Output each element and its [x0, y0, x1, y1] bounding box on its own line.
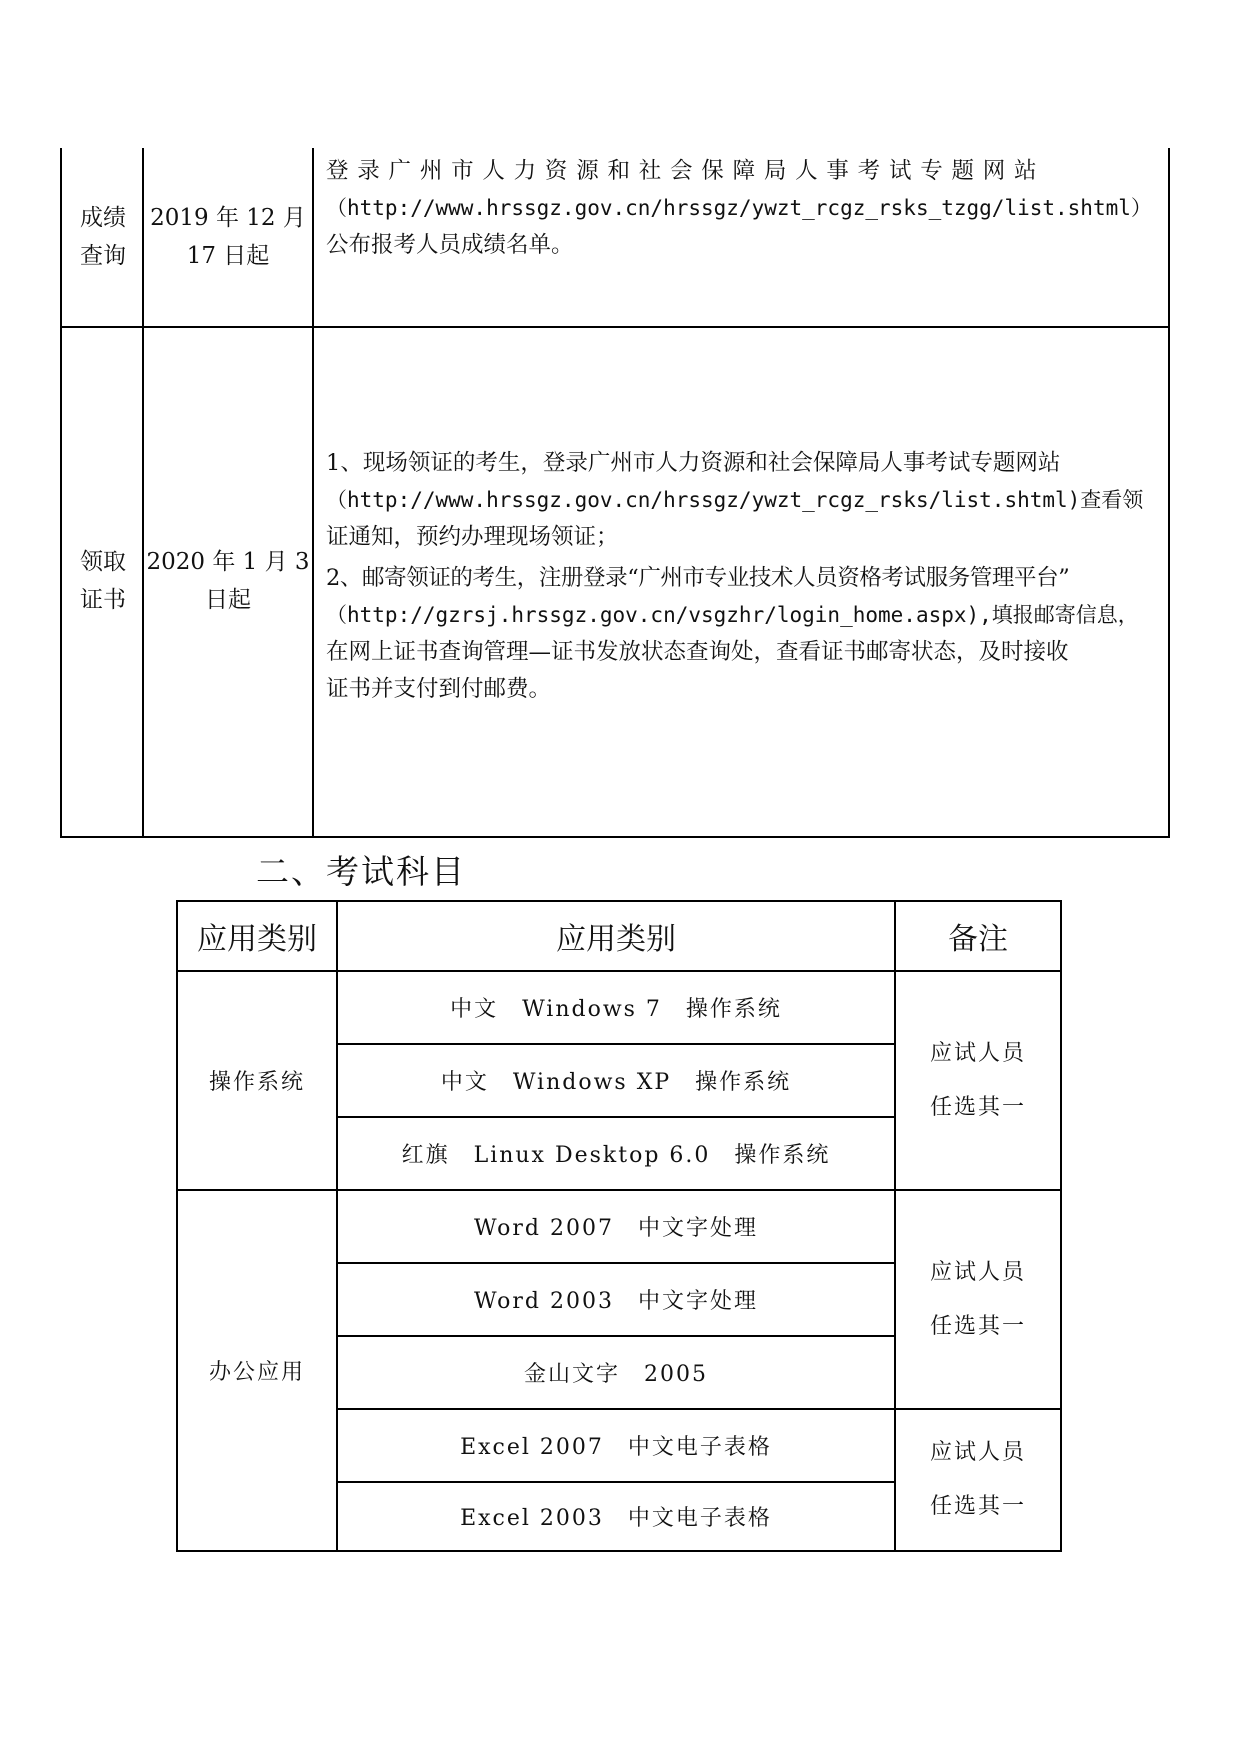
subject-item: 金山文字 2005: [524, 1362, 708, 1387]
note-line: 任选其一: [929, 1494, 1026, 1519]
time-cell: [144, 328, 312, 834]
content-cell: [326, 153, 1156, 264]
subject-item: Word 2003 中文字处理: [474, 1289, 758, 1314]
section-heading: 二、考试科目: [256, 852, 466, 891]
time-line: 日起: [205, 587, 251, 613]
note-line: 任选其一: [929, 1313, 1026, 1339]
content-url-link[interactable]: （http://www.hrssgz.gov.cn/hrssgz/ywzt_rcgz_rsks/list.shtml)查看领: [326, 488, 1144, 512]
subject-item: 中文 Windows XP 操作系统: [440, 1070, 792, 1095]
schedule-table: [60, 148, 1170, 838]
content-line: 证书并支付到付邮费。: [326, 676, 552, 702]
note-line: 应试人员: [929, 1259, 1026, 1285]
item-label-line: 证书: [80, 587, 126, 613]
content-url-link[interactable]: （http://www.hrssgz.gov.cn/hrssgz/ywzt_rcgz_rsks_tzgg/list.shtml）: [326, 196, 1152, 220]
item-cell-score-query: [64, 148, 142, 326]
note-cell: [896, 1410, 1060, 1550]
content-url-link[interactable]: （http://gzrsj.hrssgz.gov.cn/vsgzhr/login_home.aspx),填报邮寄信息，: [326, 603, 1139, 627]
category-office-application: 办公应用: [208, 1360, 305, 1385]
subject-item: 中文 Windows 7 操作系统: [450, 997, 782, 1022]
subject-item: Word 2007 中文字处理: [474, 1216, 758, 1241]
subject-item: 红旗 Linux Desktop 6.0 操作系统: [401, 1143, 831, 1168]
time-cell: [144, 148, 312, 326]
content-line: 公布报考人员成绩名单。: [326, 232, 574, 258]
content-cell: [326, 445, 1156, 708]
content-line: 1、现场领证的考生，登录广州市人力资源和社会保障局人事考试专题网站: [326, 450, 1061, 476]
header-category: 应用类别: [197, 922, 317, 957]
note-line: 应试人员: [929, 1040, 1026, 1066]
time-line: 2019 年 12 月: [150, 205, 306, 231]
content-line: 登录广州市人力资源和社会保障局人事考试专题网站: [326, 158, 1046, 184]
note-line: 任选其一: [929, 1094, 1026, 1120]
note-cell: [896, 972, 1060, 1189]
item-label-line: 查询: [80, 243, 126, 269]
time-line: 2020 年 1 月 3: [146, 549, 310, 575]
note-line: 应试人员: [929, 1440, 1026, 1465]
subjects-table: [176, 900, 1062, 1552]
content-line: 证通知，预约办理现场领证；: [326, 524, 619, 550]
category-operating-system: 操作系统: [208, 1070, 305, 1095]
content-line: 在网上证书查询管理—证书发放状态查询处，查看证书邮寄状态，及时接收: [326, 639, 1069, 665]
content-line: 2、邮寄领证的考生，注册登录“广州市专业技术人员资格考试服务管理平台”: [326, 565, 1070, 591]
subject-item: Excel 2007 中文电子表格: [460, 1435, 772, 1460]
header-note: 备注: [948, 922, 1008, 957]
subject-item: Excel 2003 中文电子表格: [460, 1506, 772, 1531]
note-cell: [896, 1191, 1060, 1408]
column-divider: [312, 148, 314, 836]
item-label-line: 成绩: [80, 205, 126, 231]
header-subject: 应用类别: [556, 922, 676, 957]
time-line: 17 日起: [186, 243, 270, 269]
item-label-line: 领取: [80, 549, 126, 575]
item-cell-certificate: [64, 328, 142, 834]
